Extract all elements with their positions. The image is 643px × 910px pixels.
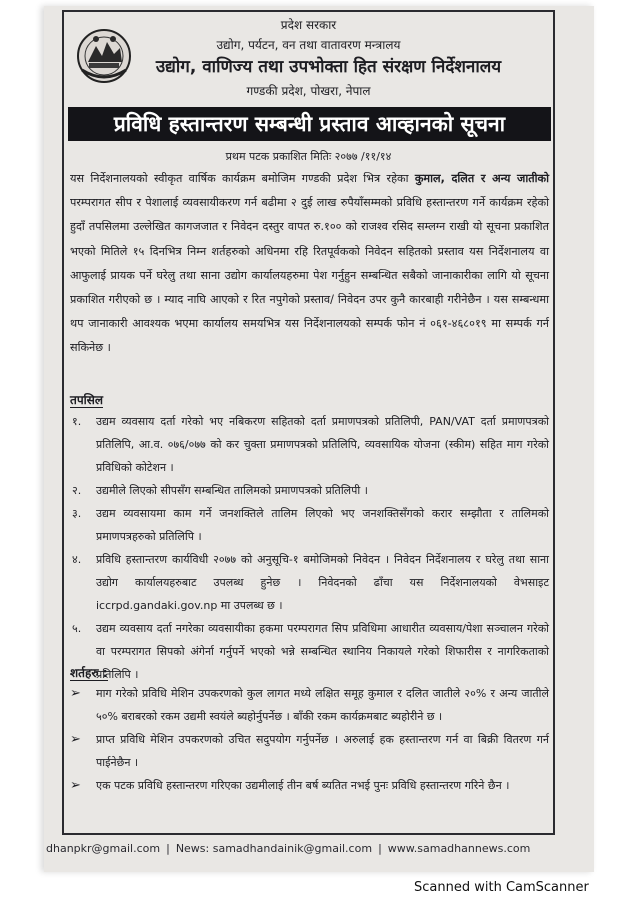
condition-item — [70, 728, 549, 774]
footer-website: www.samadhannews.com — [387, 842, 531, 855]
header-ministry: उद्योग, पर्यटन, वन तथा वातावरण मन्त्रालय — [216, 38, 401, 52]
notice-title: प्रविधि हस्तान्तरण सम्बन्धी प्रस्ताव आव्हानको सूचना — [68, 107, 551, 141]
tapsil-item-text: उद्यम व्यवसाय दर्ता नगरेका व्यवसायीका हकमा परम्परागत सिप प्रविधिमा आधारीत व्यवसाय/पेशा सञ्चालन गरेको वा परम्परागत सिपको अंगेर्ना गर्नुपर्ने भएको भन्ने सम्बन्धित स्थानिय निकायले गरेको शिफारीस र नागरिकताको प्रतिलिपि । — [96, 622, 549, 681]
conditions-list — [70, 682, 549, 797]
condition-text: एक पटक प्रविधि हस्तान्तरण गरिएका उद्यमीलाई तीन बर्ष ब्यतित नभई पुनः प्रविधि हस्तान्तरण गरिने छैन । — [96, 779, 510, 792]
tapsil-item — [70, 617, 549, 686]
tapsil-item-number: २. — [72, 484, 82, 497]
intro-text-bold: कुमाल, दलित र अन्य जातीको — [414, 172, 549, 185]
tapsil-list — [70, 410, 549, 686]
notice-header — [64, 12, 553, 104]
condition-text: प्राप्त प्रविधि मेशिन उपकरणको उचित सदुपयोग गर्नुपर्नेछ । अरुलाई हक हस्तान्तरण गर्न वा बिक्री वितरण गर्न पाईनेछैन । — [96, 733, 549, 769]
arrow-bullet-icon: ➢ — [70, 732, 81, 747]
tapsil-item-number: ३. — [72, 507, 82, 520]
conditions-heading-text: शर्तहरु : — [70, 666, 108, 680]
tapsil-item — [70, 410, 549, 479]
header-province-government: प्रदेश सरकार — [280, 18, 337, 32]
footer-separator: | — [378, 842, 382, 855]
tapsil-item-number: १. — [72, 415, 82, 428]
condition-text: माग गरेको प्रविधि मेशिन उपकरणको कुल लागत मध्ये लक्षित समूह कुमाल र दलित जातीले २०% र अन्य जातीले ५०% बराबरको रकम उद्यमी स्वयंले ब्यहोर्नुपर्नेछ । बाँकी रकम कार्यक्रमबाट ब्यहोरीने छ । — [96, 687, 549, 723]
tapsil-item — [70, 502, 549, 548]
arrow-bullet-icon: ➢ — [70, 778, 81, 793]
camscanner-watermark: Scanned with CamScanner — [414, 880, 589, 895]
publication-date: प्रथम पटक प्रकाशित मितिः २०७७ /११/१४ — [225, 150, 392, 163]
footer-separator: | — [166, 842, 170, 855]
footer-email: dhanpkr@gmail.com — [46, 842, 161, 855]
notice-box — [62, 10, 555, 835]
tapsil-item-number: ५. — [72, 622, 82, 635]
intro-paragraph — [70, 167, 549, 361]
tapsil-item-text: उद्यम व्यवसायमा काम गर्ने जनशक्तिले तालिम लिएको भए जनशक्तिसँगको करार सम्झौता र तालिमको प्रमाणपत्रहरुको प्रतिलिपि । — [96, 507, 549, 543]
condition-item — [70, 774, 549, 797]
intro-text-part2: परम्परागत सीप र पेशालाई व्यवसायीकरण गर्न बढीमा २ दुई लाख रुपैयाँसम्मको प्रविधि हस्तान्तरण गर्ने कार्यक्रम रहेको हुदाँ तपसिलमा उल्लेखित कागजजात र निवेदन दस्तुर वापत रु.१०० को राजश्व रसिद सम्लग्न राखी यो सूचना प्रकाशित भएको मितिले १५ दिनभित्र निम्न शर्तहरुको अधिनमा रहि रितपूर्वकको निवेदन सहितको प्रस्ताव यस निर्देशनालय वा आफुलाई प्रायक पर्ने घरेलु तथा साना उद्योग कार्यालयहरुमा पेश गर्नुहुन सम्बन्धित सबैको जानाकारीका लागि यो सूचना प्रकाशित गरीएको छ । म्याद नाघि आएको र रित नपुगेको प्रस्ताव/ निवेदन उपर कुनै कारबाही गरीनेछैन । यस सम्बन्धमा थप जानाकारी आवश्यक भएमा कार्यालय समयभित्र यस निर्देशनालयको सम्पर्क फोन नं ०६१-४६८०१९ मा सम्पर्क गर्न सकिनेछ । — [70, 196, 549, 355]
newspaper-footer — [46, 842, 592, 855]
tapsil-heading-text: तपसिल — [70, 393, 104, 407]
tapsil-item — [70, 548, 549, 617]
tapsil-item-text: उद्यम व्यवसाय दर्ता गरेको भए नबिकरण सहितको दर्ता प्रमाणपत्रको प्रतिलिपी, PAN/VAT दर्ता प्रमाणपत्रको प्रतिलिपि, आ.व. ०७६/०७७ को कर चुक्ता प्रमाणपत्रको प्रतिलिपि, व्यवसायिक योजना (स्कीम) सहित माग गरेको प्रविधिको कोटेशन । — [96, 415, 549, 474]
tapsil-item-text: उद्यमीले लिएको सीपसँग सम्बन्धित तालिमको प्रमाणपत्रको प्रतिलिपी । — [96, 484, 368, 497]
tapsil-heading — [70, 391, 103, 408]
tapsil-item-number: ४. — [72, 553, 82, 566]
header-address: गण्डकी प्रदेश, पोखरा, नेपाल — [246, 84, 371, 98]
tapsil-item-text: प्रविधि हस्तान्तरण कार्यविधी २०७७ को अनुसूचि-१ बमोजिमको निवेदन । निवेदन निर्देशनालय र घरेलु तथा साना उद्योग कार्यालयहरुबाट उपलब्ध हुनेछ । निवेदनको ढाँचा यस निर्देशनालयको वेभसाइट iccrpd.gandaki.gov.np मा उपलब्ध छ । — [96, 553, 549, 612]
conditions-heading — [70, 664, 108, 681]
tapsil-item — [70, 479, 549, 502]
arrow-bullet-icon: ➢ — [70, 686, 81, 701]
intro-text-part1: यस निर्देशनालयको स्वीकृत वार्षिक कार्यक्रम बमोजिम गण्डकी प्रदेश भित्र रहेका — [70, 172, 415, 185]
footer-news-email: News: samadhandainik@gmail.com — [175, 842, 373, 855]
header-directorate: उद्योग, वाणिज्य तथा उपभोक्ता हित संरक्षण निर्देशनालय — [155, 57, 502, 77]
condition-item — [70, 682, 549, 728]
